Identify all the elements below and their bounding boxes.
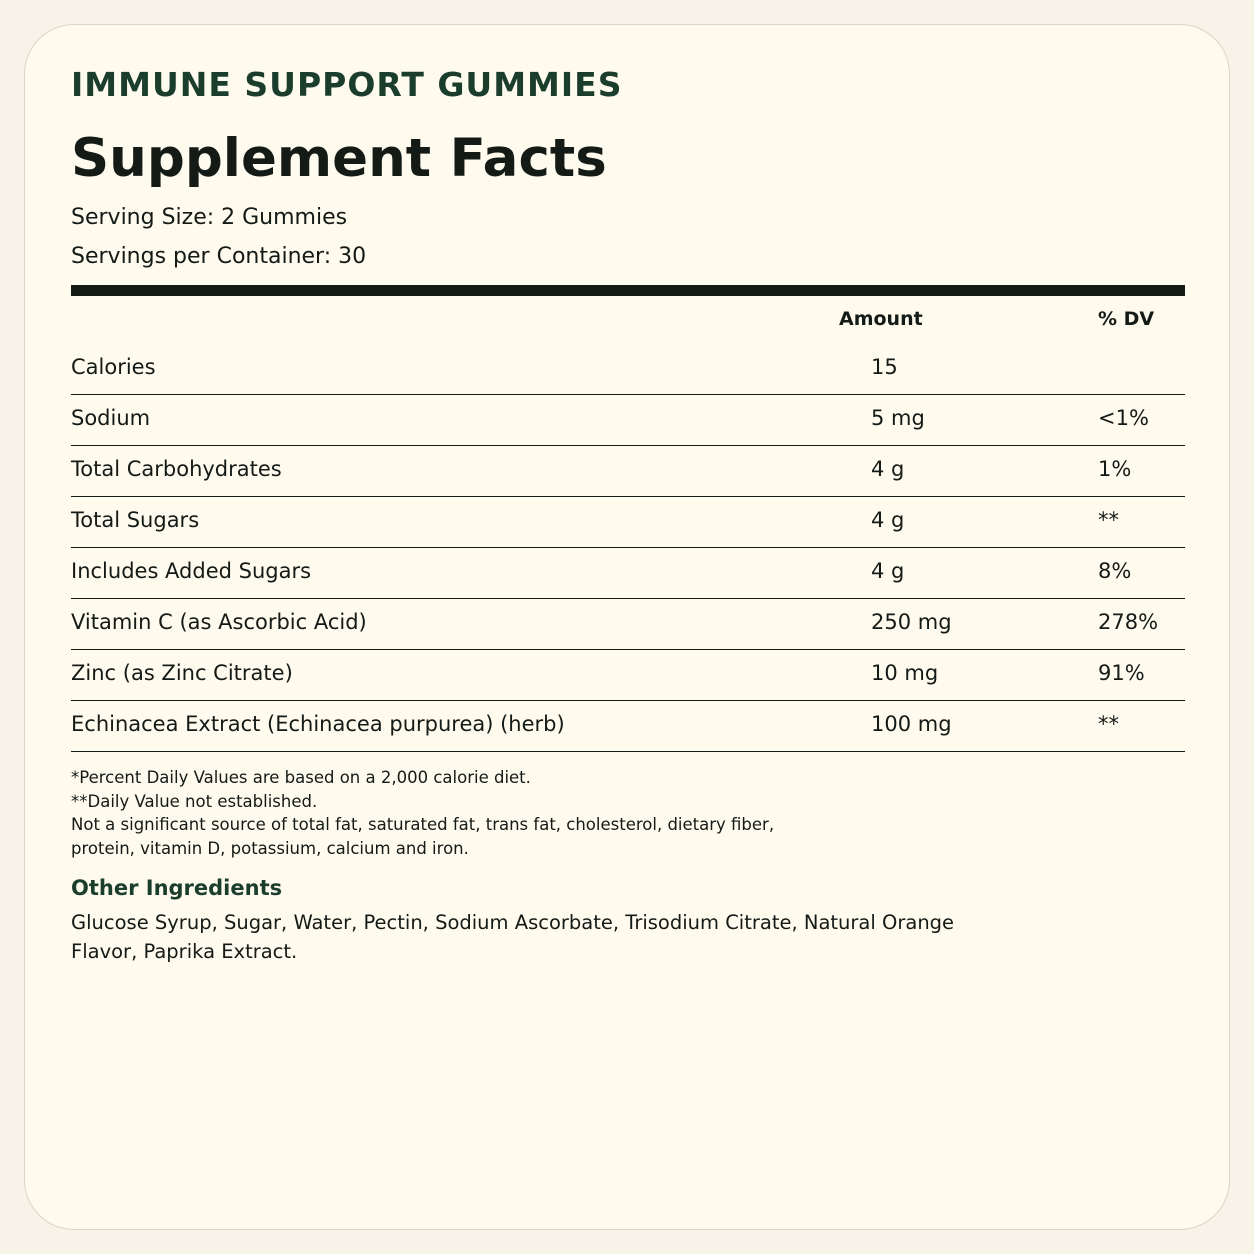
nutrient-amount: 4 g bbox=[871, 457, 905, 481]
table-row bbox=[71, 344, 1185, 395]
product-name: IMMUNE SUPPORT GUMMIES bbox=[71, 65, 623, 104]
table-row bbox=[71, 548, 1185, 599]
table-row bbox=[71, 701, 1185, 752]
nutrient-name: Zinc (as Zinc Citrate) bbox=[71, 661, 293, 685]
other-ingredients-list bbox=[71, 909, 954, 966]
other-ingredients-line: Flavor, Paprika Extract. bbox=[71, 939, 298, 963]
nutrient-daily-value: 8% bbox=[1098, 559, 1132, 583]
nutrient-amount: 4 g bbox=[871, 559, 905, 583]
table-row bbox=[71, 497, 1185, 548]
nutrient-name: Vitamin C (as Ascorbic Acid) bbox=[71, 610, 367, 634]
supplement-facts-card bbox=[24, 24, 1230, 1230]
table-row bbox=[71, 446, 1185, 497]
nutrient-daily-value: <1% bbox=[1098, 406, 1149, 430]
footnote-not-significant: Not a significant source of total fat, saturated fat, trans fat, cholesterol, dietary fiber, bbox=[71, 815, 775, 834]
other-ingredients-line: Glucose Syrup, Sugar, Water, Pectin, Sodium Ascorbate, Trisodium Citrate, Natural Orange bbox=[71, 911, 955, 934]
nutrient-amount: 4 g bbox=[871, 508, 905, 532]
header-divider bbox=[71, 285, 1185, 296]
nutrient-daily-value: ** bbox=[1098, 508, 1119, 532]
panel-title: Supplement Facts bbox=[71, 128, 607, 189]
serving-size: Serving Size: 2 Gummies bbox=[71, 205, 348, 230]
nutrient-name: Sodium bbox=[71, 406, 151, 430]
amount-column-header: Amount bbox=[839, 308, 923, 330]
table-row bbox=[71, 395, 1185, 446]
servings-per-container: Servings per Container: 30 bbox=[71, 244, 367, 269]
nutrient-daily-value: 278% bbox=[1098, 610, 1159, 634]
nutrient-name: Total Sugars bbox=[71, 508, 200, 532]
footnote-not-significant-continued: protein, vitamin D, potassium, calcium and iron. bbox=[71, 838, 469, 858]
footnotes bbox=[71, 766, 774, 860]
footnote-not-established: **Daily Value not established. bbox=[71, 791, 318, 811]
nutrient-name: Calories bbox=[71, 355, 156, 379]
nutrient-name: Includes Added Sugars bbox=[71, 559, 312, 583]
nutrient-amount: 250 mg bbox=[871, 610, 952, 634]
nutrient-table bbox=[71, 344, 1185, 752]
nutrient-amount: 100 mg bbox=[871, 712, 952, 736]
nutrient-daily-value: 91% bbox=[1098, 661, 1145, 685]
nutrient-amount: 10 mg bbox=[871, 661, 939, 685]
nutrient-name: Echinacea Extract (Echinacea purpurea) (herb) bbox=[71, 712, 565, 736]
nutrient-name: Total Carbohydrates bbox=[71, 457, 282, 481]
table-row bbox=[71, 599, 1185, 650]
table-row bbox=[71, 650, 1185, 701]
nutrient-amount: 15 bbox=[871, 355, 898, 379]
nutrient-daily-value: 1% bbox=[1098, 457, 1132, 481]
footnote-daily-values: *Percent Daily Values are based on a 2,000 calorie diet. bbox=[71, 768, 531, 787]
daily-value-column-header: % DV bbox=[1098, 308, 1155, 330]
nutrient-daily-value: ** bbox=[1098, 712, 1119, 736]
other-ingredients-heading: Other Ingredients bbox=[71, 876, 283, 900]
nutrient-amount: 5 mg bbox=[871, 406, 925, 430]
